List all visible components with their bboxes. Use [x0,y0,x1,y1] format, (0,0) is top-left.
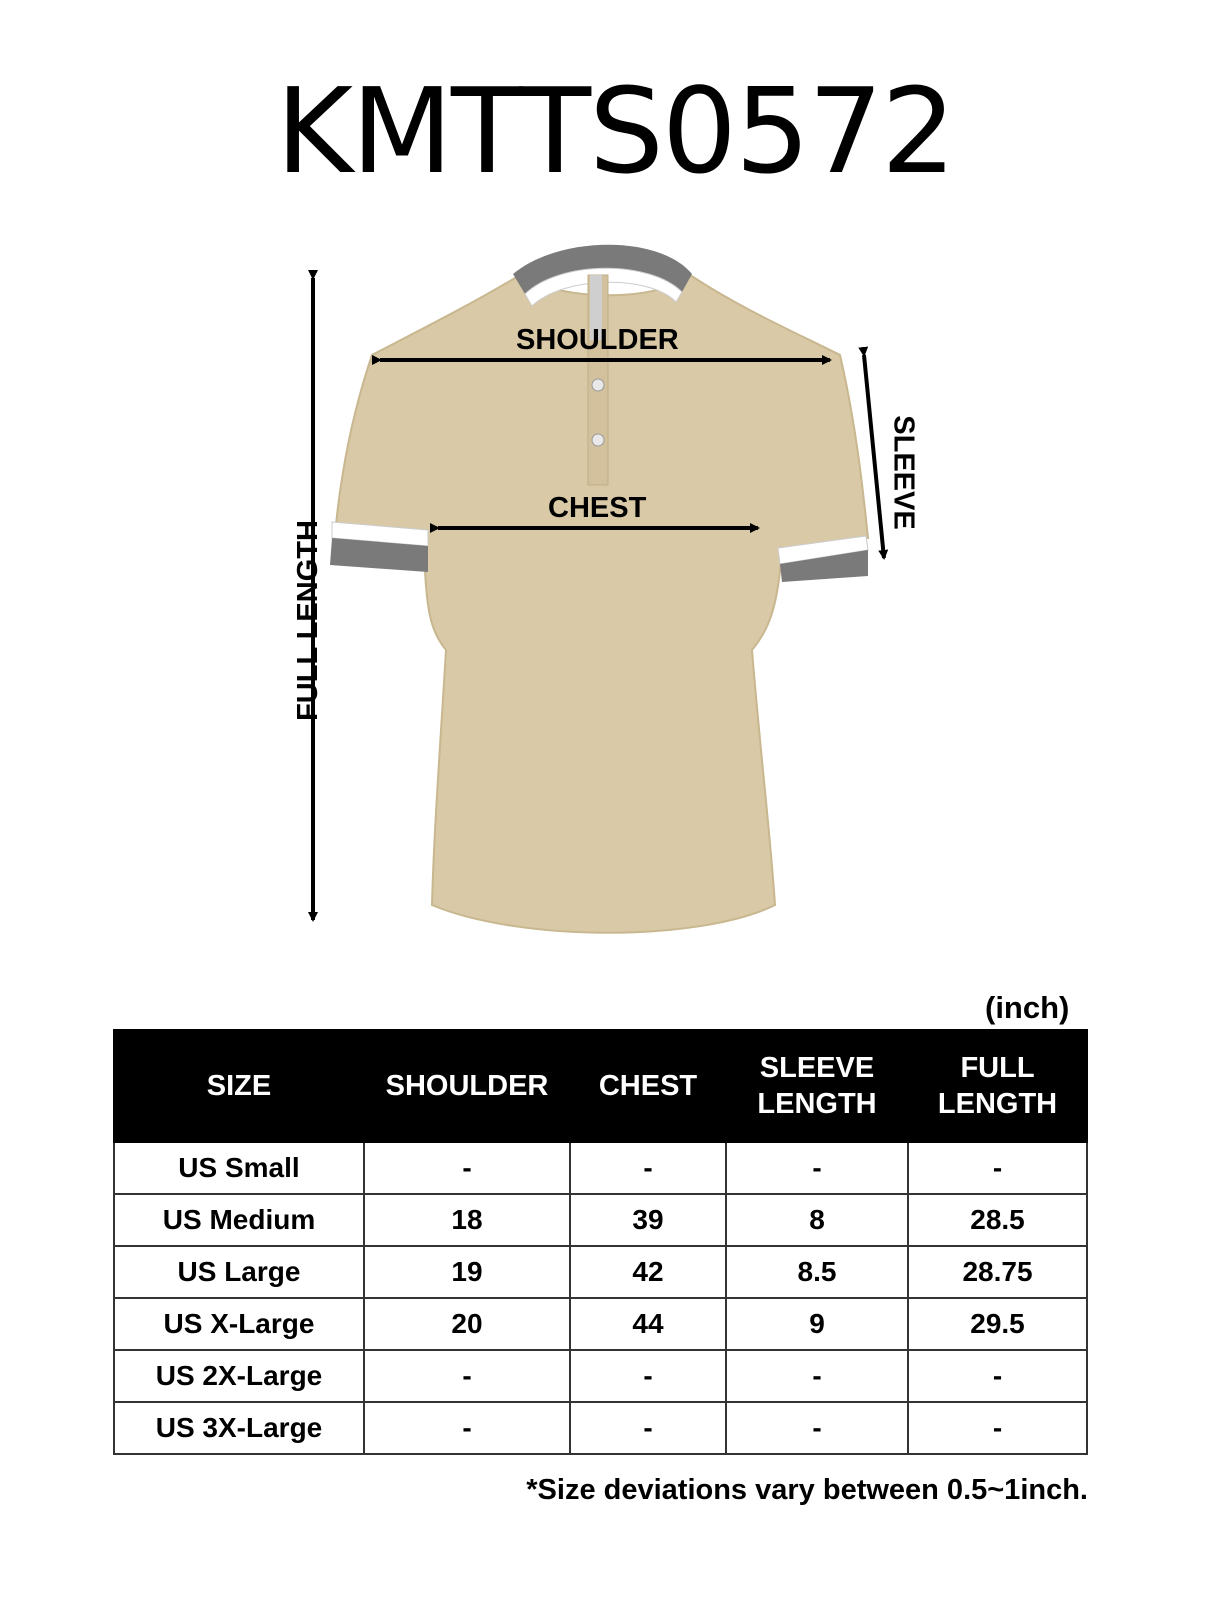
table-row [114,1246,1087,1298]
size-deviation-footnote: *Size deviations vary between 0.5~1inch. [526,1474,1088,1506]
shoulder-cell: 20 [364,1298,570,1350]
chest-cell: - [570,1142,726,1194]
chest-cell: - [570,1350,726,1402]
full-length-label: FULL LENGTH [291,520,324,721]
header-full-length [908,1030,1087,1142]
sleeve-cell: 8.5 [726,1246,908,1298]
full-length-cell: - [908,1350,1087,1402]
full-length-cell: - [908,1142,1087,1194]
sleeve-cell: - [726,1350,908,1402]
full-length-cell: - [908,1402,1087,1454]
header-sleeve-length [726,1030,908,1142]
size-cell: US 3X-Large [114,1402,364,1454]
header-chest: CHEST [570,1030,726,1142]
header-size: SIZE [114,1030,364,1142]
header-shoulder: SHOULDER [364,1030,570,1142]
shirt-measurement-diagram [0,230,1230,950]
shoulder-cell: - [364,1402,570,1454]
chest-label: CHEST [548,492,647,524]
shoulder-label: SHOULDER [516,324,679,356]
size-cell: US X-Large [114,1298,364,1350]
size-chart-table [113,1029,1088,1455]
chest-cell: - [570,1402,726,1454]
full-length-cell: 28.75 [908,1246,1087,1298]
header-sleeve-length-text: SLEEVE LENGTH [757,1051,877,1120]
table-row [114,1402,1087,1454]
sleeve-cell: 8 [726,1194,908,1246]
full-length-cell: 29.5 [908,1298,1087,1350]
sleeve-cell: - [726,1402,908,1454]
button-2 [592,434,604,446]
shoulder-cell: - [364,1350,570,1402]
shoulder-cell: 19 [364,1246,570,1298]
table-row [114,1142,1087,1194]
table-header-row [114,1030,1087,1142]
product-code-title: KMTTS0572 [275,62,955,200]
table-row [114,1194,1087,1246]
size-cell: US 2X-Large [114,1350,364,1402]
sleeve-cell: 9 [726,1298,908,1350]
shoulder-cell: - [364,1142,570,1194]
full-length-cell: 28.5 [908,1194,1087,1246]
sleeve-label: SLEEVE [887,415,920,530]
sleeve-cell: - [726,1142,908,1194]
size-cell: US Large [114,1246,364,1298]
chest-cell: 39 [570,1194,726,1246]
chest-cell: 44 [570,1298,726,1350]
unit-label: (inch) [985,990,1070,1025]
chest-cell: 42 [570,1246,726,1298]
shoulder-cell: 18 [364,1194,570,1246]
table-row [114,1350,1087,1402]
table-row [114,1298,1087,1350]
size-cell: US Small [114,1142,364,1194]
button-1 [592,379,604,391]
header-full-length-text: FULL LENGTH [937,1051,1058,1120]
size-cell: US Medium [114,1194,364,1246]
